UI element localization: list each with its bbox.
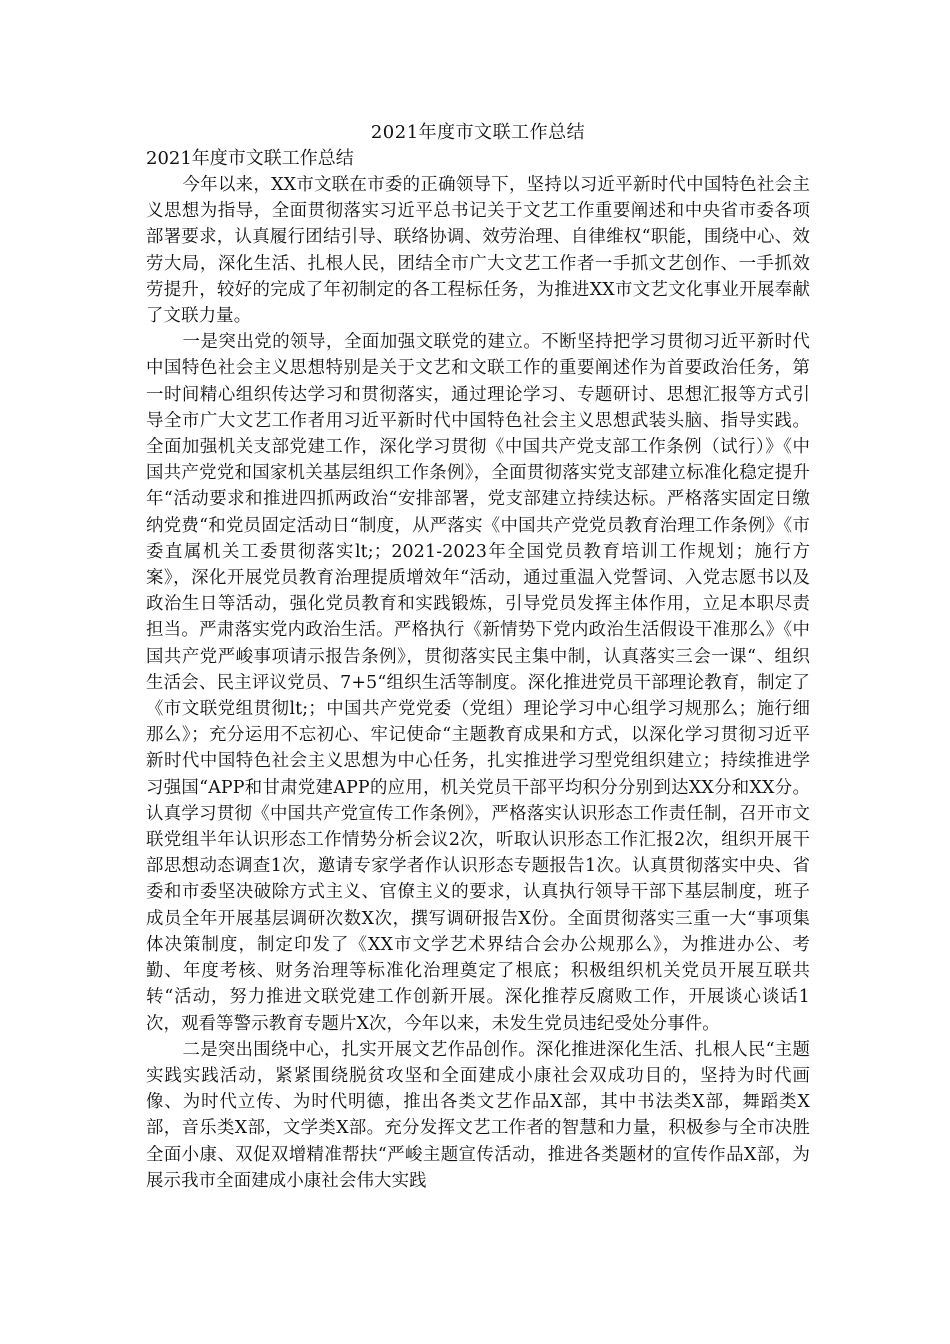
paragraph-intro: 今年以来，XX市文联在市委的正确领导下，坚持以习近平新时代中国特色社会主义思想为指导，全面贯彻落实习近平总书记关于文艺工作重要阐述和中央省市委各项部署要求，认真履行团结引导、联络协调、效劳治理、自律维权“职能，围绕中心、效劳大局，深化生活、扎根人民，团结全市广大文艺工作者一手抓文艺创作、一手抓效劳提升，较好的完成了年初制定的各工程标任务，为推进XX市文艺文化事业开展奉献了文联力量。 — [146, 175, 810, 327]
paragraph-party-leadership: 一是突出党的领导，全面加强文联党的建立。不断坚持把学习贯彻习近平新时代中国特色社会主义思想特别是关于文艺和文联工作的重要阐述作为首要政治任务，第一时间精心组织传达学习和贯彻落实，通过理论学习、专题研讨、思想汇报等方式引导全市广大文艺工作者用习近平新时代中国特色社会主义思想武装头脑、指导实践。全面加强机关支部党建工作，深化学习贯彻《中国共产党支部工作条例（试行）》《中国共产党党和国家机关基层组织工作条例》，全面贯彻落实党支部建立标准化稳定提升年“活动要求和推进四抓两政治“安排部署，党支部建立持续达标。严格落实固定日缴纳党费“和党员固定活动日“制度，从严落实《中国共产党党员教育治理工作条例》《市委直属机关工委贯彻落实lt;；2021-2023年全国党员教育培训工作规划；施行方案》，深化开展党员教育治理提质增效年“活动，通过重温入党誓词、入党志愿书以及政治生日等活动，强化党员教育和实践锻炼，引导党员发挥主体作用，立足本职尽责担当。严肃落实党内政治生活。严格执行《新情势下党内政治生活假设干准那么》《中国共产党严峻事项请示报告条例》，贯彻落实民主集中制，认真落实三会一课“、组织生活会、民主评议党员、7+5“组织生活等制度。深化推进党员干部理论教育，制定了《市文联党组贯彻lt;；中国共产党党委（党组）理论学习中心组学习规那么；施行细那么》；充分运用不忘初心、牢记使命“主题教育成果和方式，以深化学习贯彻习近平新时代中国特色社会主义思想为中心任务，扎实推进学习型党组织建立；持续推进学习强国“APP和甘肃党建APP的应用，机关党员干部平均积分分别到达XX分和XX分。认真学习贯彻《中国共产党宣传工作条例》，严格落实认识形态工作责任制，召开市文联党组半年认识形态工作情势分析会议2次，听取认识形态工作汇报2次，组织开展干部思想动态调查1次，邀请专家学者作认识形态专题报告1次。认真贯彻落实中央、省委和市委坚决破除方式主义、官僚主义的要求，认真执行领导干部下基层制度，班子成员全年开展基层调研次数X次，撰写调研报告X份。全面贯彻落实三重一大“事项集体决策制度，制定印发了《XX市文学艺术界结合会办公规那么》，为推进办公、考勤、年度考核、财务治理等标准化治理奠定了根底；积极组织机关党员开展互联共转“活动，努力推进文联党建工作创新开展。深化推荐反腐败工作，开展谈心谈话1次，观看等警示教育专题片X次，今年以来，未发生党员违纪受处分事件。 — [146, 332, 810, 1034]
document-page — [146, 120, 810, 1194]
document-title: 2021年度市文联工作总结 — [370, 122, 586, 143]
document-subtitle: 2021年度市文联工作总结 — [146, 148, 354, 169]
paragraph-art-creation: 二是突出围绕中心，扎实开展文艺作品创作。深化推进深化生活、扎根人民“主题实践实践活动，紧紧围绕脱贫攻坚和全面建成小康社会双成功目的，坚持为时代画像、为时代立传、为时代明德，推出各类文艺作品X部，其中书法类X部，舞蹈类X部，音乐类X部，文学类X部。充分发挥文艺工作者的智慧和力量，积极参与全市决胜全面小康、双促双增精准帮扶“严峻主题宣传活动，推进各类题材的宣传作品X部，为展示我市全面建成小康社会伟大实践 — [146, 1039, 810, 1191]
